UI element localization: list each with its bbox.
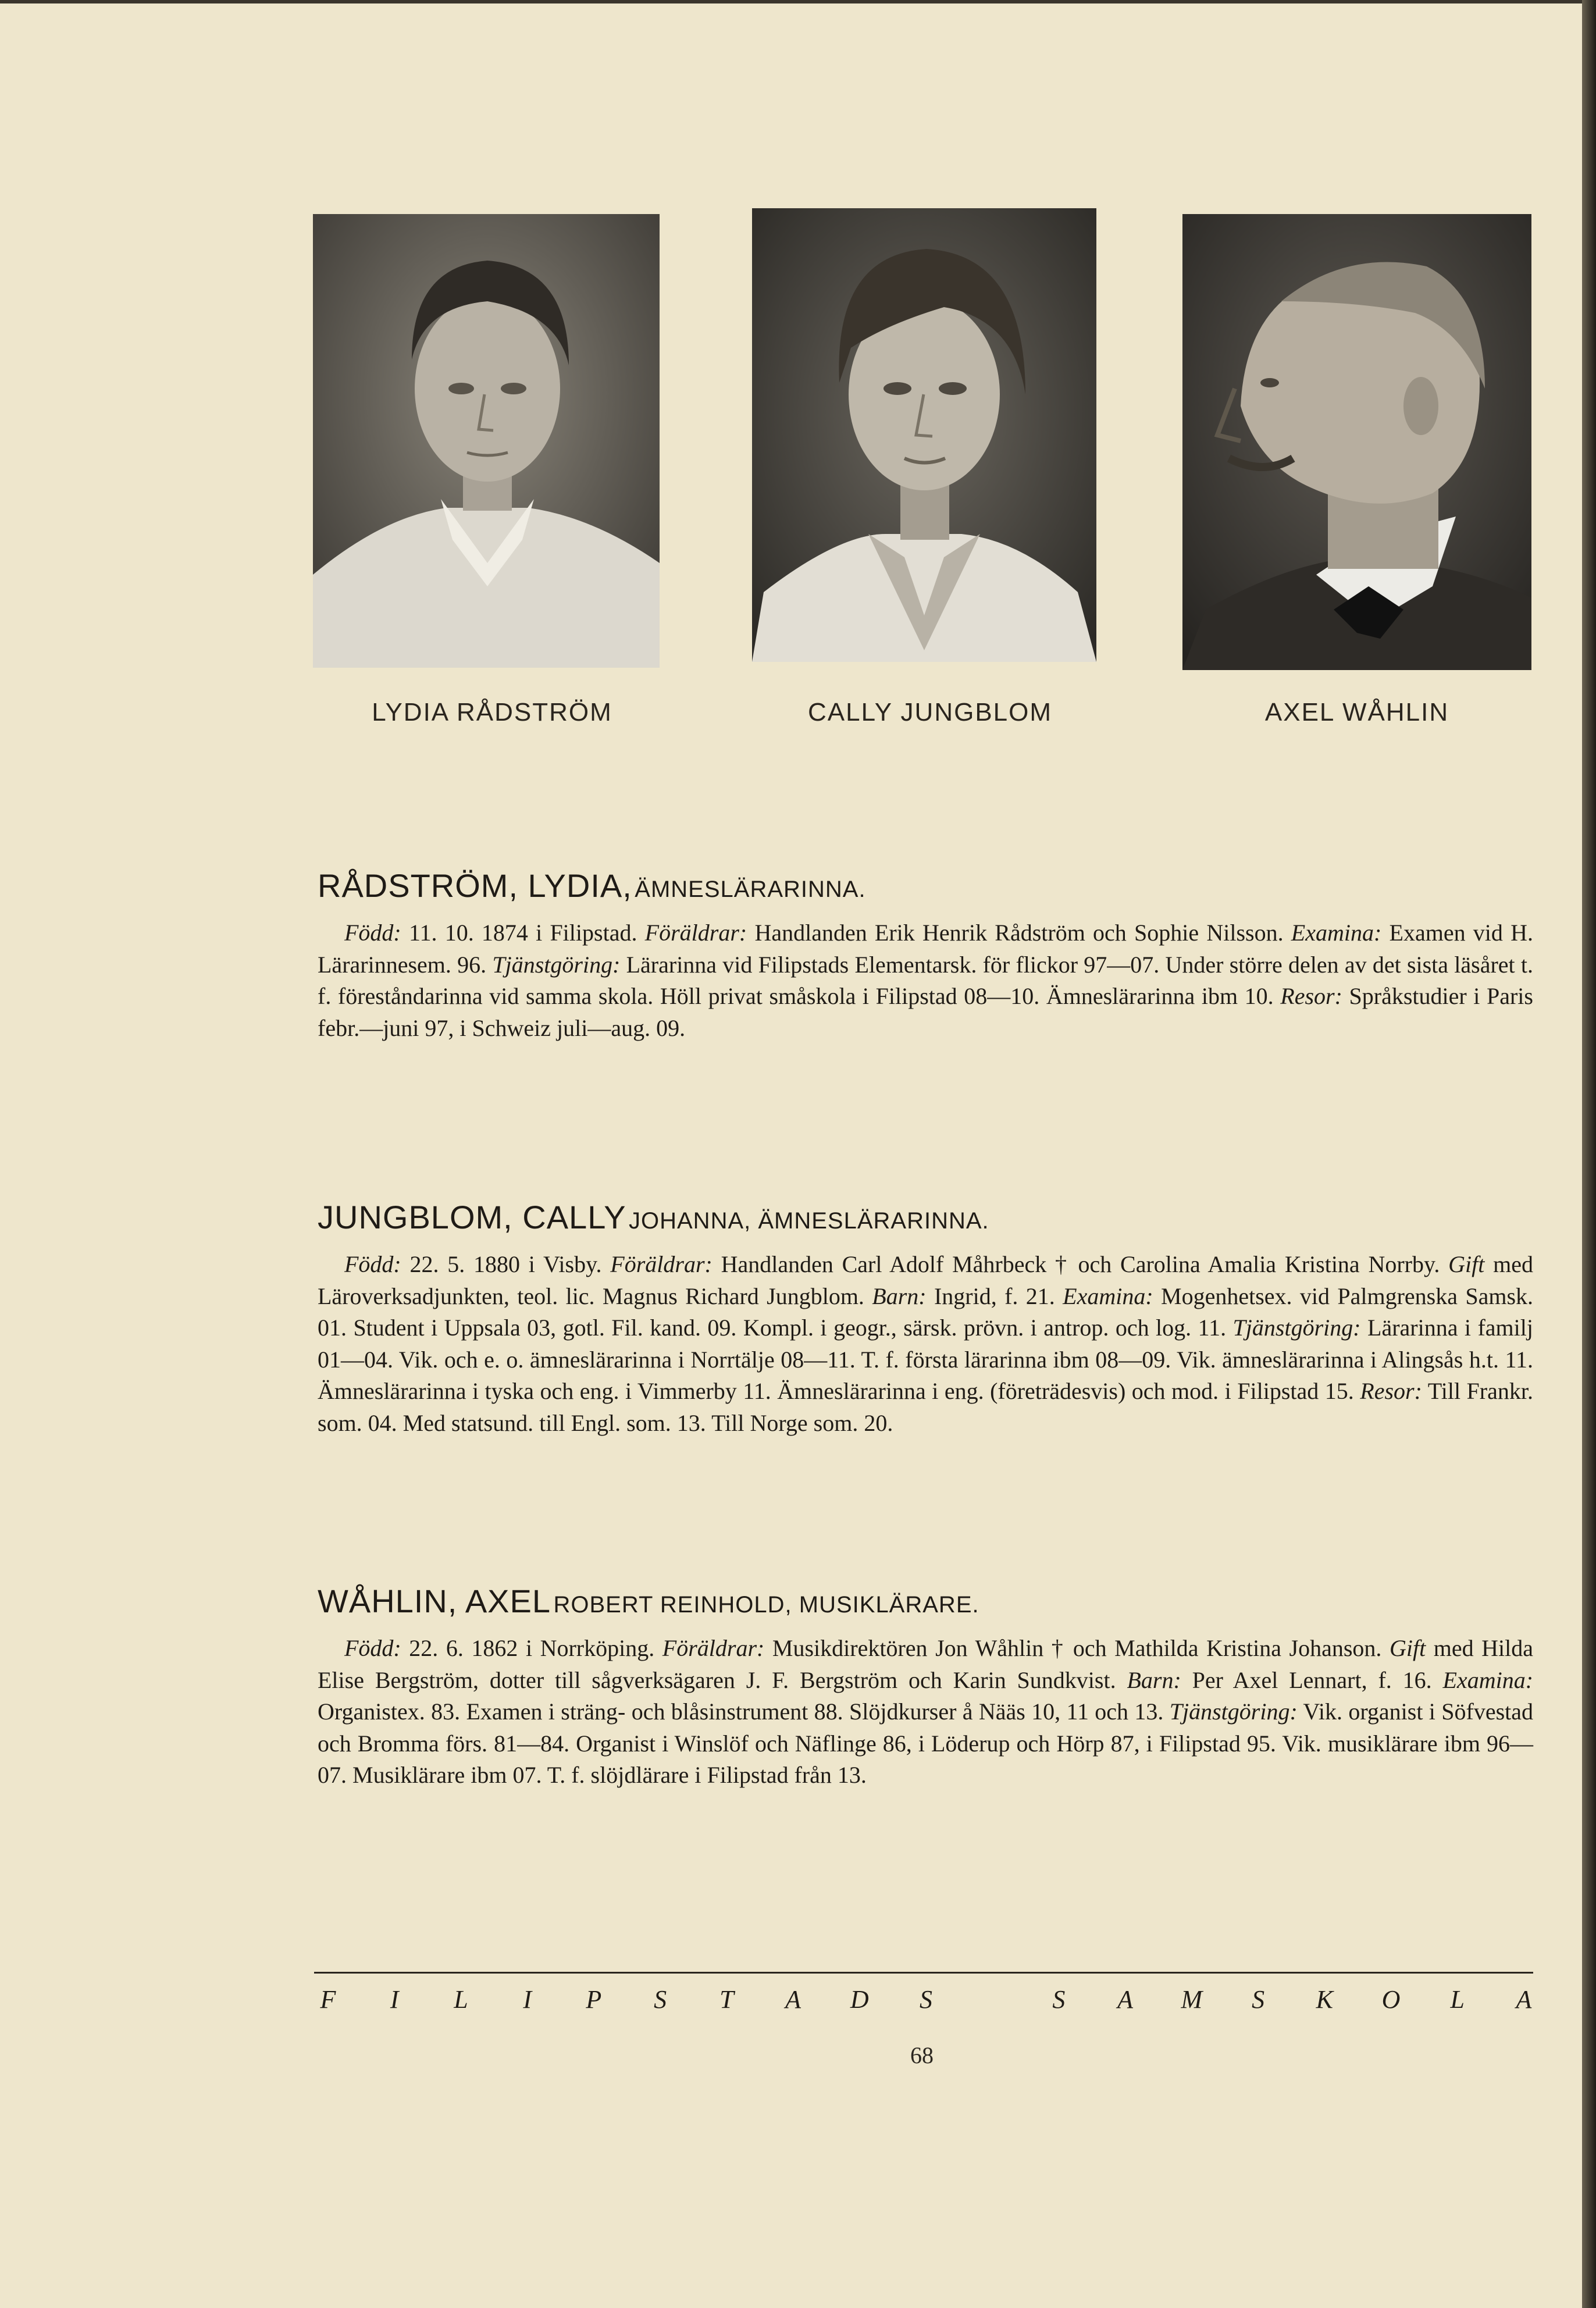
page-top-edge <box>0 0 1596 3</box>
portrait-photo-cally <box>752 208 1096 662</box>
field-label: Tjänstgöring: <box>492 951 621 978</box>
photo-caption-cally: CALLY JUNGBLOM <box>807 698 1053 726</box>
footer-school-name <box>316 1985 1536 2014</box>
portrait-photo-lydia <box>313 214 660 668</box>
footer-letter: D <box>850 1985 869 2014</box>
field-label: Gift <box>1389 1635 1426 1661</box>
footer-letter: A <box>1516 1985 1532 2014</box>
photo-caption-lydia: LYDIA RÅDSTRÖM <box>372 698 612 726</box>
field-text: Handlanden Carl Adolf Måhrbeck † och Carolina Amalia Kristina Norrby. <box>712 1251 1449 1277</box>
field-label: Barn: <box>1127 1666 1181 1693</box>
field-label: Född: <box>344 1635 401 1661</box>
field-text: Språkstudier i Paris febr.—juni 97, i Schweiz juli—aug. 09. <box>318 983 1533 1041</box>
entry-body <box>318 1633 1533 1791</box>
portrait-photo-axel <box>1182 214 1531 670</box>
field-label: Examina: <box>1442 1666 1534 1693</box>
photo-caption-axel: AXEL WÅHLIN <box>1264 698 1449 726</box>
field-label: Tjänstgöring: <box>1169 1698 1298 1725</box>
footer-letter: M <box>1181 1985 1203 2014</box>
footer-letter: L <box>1450 1985 1465 2014</box>
field-label: Föräldrar: <box>644 920 747 946</box>
footer-letter: T <box>719 1985 734 2014</box>
field-text: Lärarinna vid Filipstads Elementarsk. för flickor 97—07. Under större delen av det sista läsåret t. f. föreståndarinna vid samma skola. Höll privat småskola i Filipstad 08—10. Ämneslärarinna ibm 10. <box>318 951 1533 1009</box>
field-text: med Hilda Elise Bergström, dotter till sågverksägaren J. F. Bergström och Karin Sundkvist. <box>318 1635 1534 1693</box>
field-text: Till Frankr. som. 04. Med statsund. till Engl. som. 13. Till Norge som. 20. <box>318 1378 1533 1436</box>
entry-title: ÄMNESLÄRARINNA. <box>635 877 866 902</box>
field-text: Handlanden Erik Henrik Rådström och Sophie Nilsson. <box>747 920 1291 946</box>
field-text: 11. 10. 1874 i Filipstad. <box>401 920 645 946</box>
footer-letter: I <box>523 1985 532 2014</box>
entry-body <box>318 1249 1533 1439</box>
field-label: Examina: <box>1063 1283 1153 1309</box>
footer-letter: A <box>785 1985 801 2014</box>
field-text: Organistex. 83. Examen i sträng- och blåsinstrument 88. Slöjdkurser å Nääs 10, 11 och 13. <box>318 1698 1170 1725</box>
field-label: Tjänstgöring: <box>1232 1315 1361 1341</box>
field-text: Per Axel Lennart, f. 16. <box>1181 1666 1443 1693</box>
field-label: Examina: <box>1291 920 1382 946</box>
footer-letter: S <box>1252 1985 1265 2014</box>
footer-letter: F <box>320 1985 336 2014</box>
field-text: Vik. organist i Söfvestad och Bromma förs. 81—84. Organist i Winslöf och Näflinge 86, i Löderup och Hörp 87, i Filipstad 95. Vik. musiklärare ibm 96—07. Musiklärare ibm 07. T. f. slöjdlärare i Filipstad från 13. <box>318 1698 1534 1788</box>
field-text: Examen vid H. Lärarinnesem. 96. <box>318 920 1533 978</box>
biography-entry-jungblom <box>318 1198 1533 1439</box>
footer-letter: S <box>654 1985 667 2014</box>
footer-letter: I <box>390 1985 399 2014</box>
entry-name: WÅHLIN, AXEL <box>318 1583 551 1619</box>
field-label: Född: <box>344 920 401 946</box>
footer-letter: L <box>454 1985 468 2014</box>
entry-heading <box>318 1198 1533 1236</box>
footer-letter: K <box>1316 1985 1333 2014</box>
field-label: Föräldrar: <box>610 1251 712 1277</box>
footer-letter: S <box>1052 1985 1066 2014</box>
page-binding-edge <box>1582 0 1596 2308</box>
field-text: 22. 6. 1862 i Norrköping. <box>401 1635 662 1661</box>
entry-title: JOHANNA, ÄMNESLÄRARINNA. <box>629 1208 989 1234</box>
field-label: Född: <box>344 1251 401 1277</box>
field-text: 22. 5. 1880 i Visby. <box>401 1251 611 1277</box>
field-label: Resor: <box>1280 983 1342 1009</box>
footer-letter: S <box>919 1985 932 2014</box>
entry-body <box>318 917 1533 1044</box>
biography-entry-wahlin <box>318 1582 1533 1791</box>
field-label: Barn: <box>872 1283 927 1309</box>
field-text: Mogenhetsex. vid Palmgrenska Samsk. 01. Student i Uppsala 03, gotl. Fil. kand. 09. Kompl. i geogr., särsk. prövn. i antrop. och log. 11. <box>318 1283 1534 1341</box>
field-label: Resor: <box>1360 1378 1422 1404</box>
entry-name: RÅDSTRÖM, LYDIA, <box>318 867 632 904</box>
field-label: Föräldrar: <box>662 1635 765 1661</box>
biography-entry-radstrom <box>318 867 1533 1044</box>
entry-name: JUNGBLOM, CALLY <box>318 1199 626 1235</box>
footer-letter: A <box>1117 1985 1134 2014</box>
field-text: Ingrid, f. 21. <box>926 1283 1063 1309</box>
page-number: 68 <box>910 2042 934 2068</box>
field-text: Lärarinna i familj 01—04. Vik. och e. o. ämneslärarinna i Norrtälje 08—11. T. f. första lärarinna ibm 08—09. Vik. ämneslärarinna i Alingsås h.t. 11. Ämneslärarinna i tyska och eng. i Vimmerby 11. Ämneslärarinna i eng. (företrädesvis) och mod. i Filipstad 15. <box>318 1315 1534 1404</box>
footer-letter: O <box>1381 1985 1401 2014</box>
field-text: med Läroverksadjunkten, teol. lic. Magnus Richard Jungblom. <box>318 1251 1533 1309</box>
field-label: Gift <box>1448 1251 1485 1277</box>
entry-heading <box>318 1582 1533 1620</box>
field-text: Musikdirektören Jon Wåhlin † och Mathilda Kristina Johanson. <box>764 1635 1390 1661</box>
entry-title: ROBERT REINHOLD, MUSIKLÄRARE. <box>553 1592 979 1618</box>
footer-rule <box>314 1972 1533 1974</box>
footer-letter <box>981 1985 1004 2014</box>
footer-letter: P <box>586 1985 602 2014</box>
entry-heading <box>318 867 1533 904</box>
